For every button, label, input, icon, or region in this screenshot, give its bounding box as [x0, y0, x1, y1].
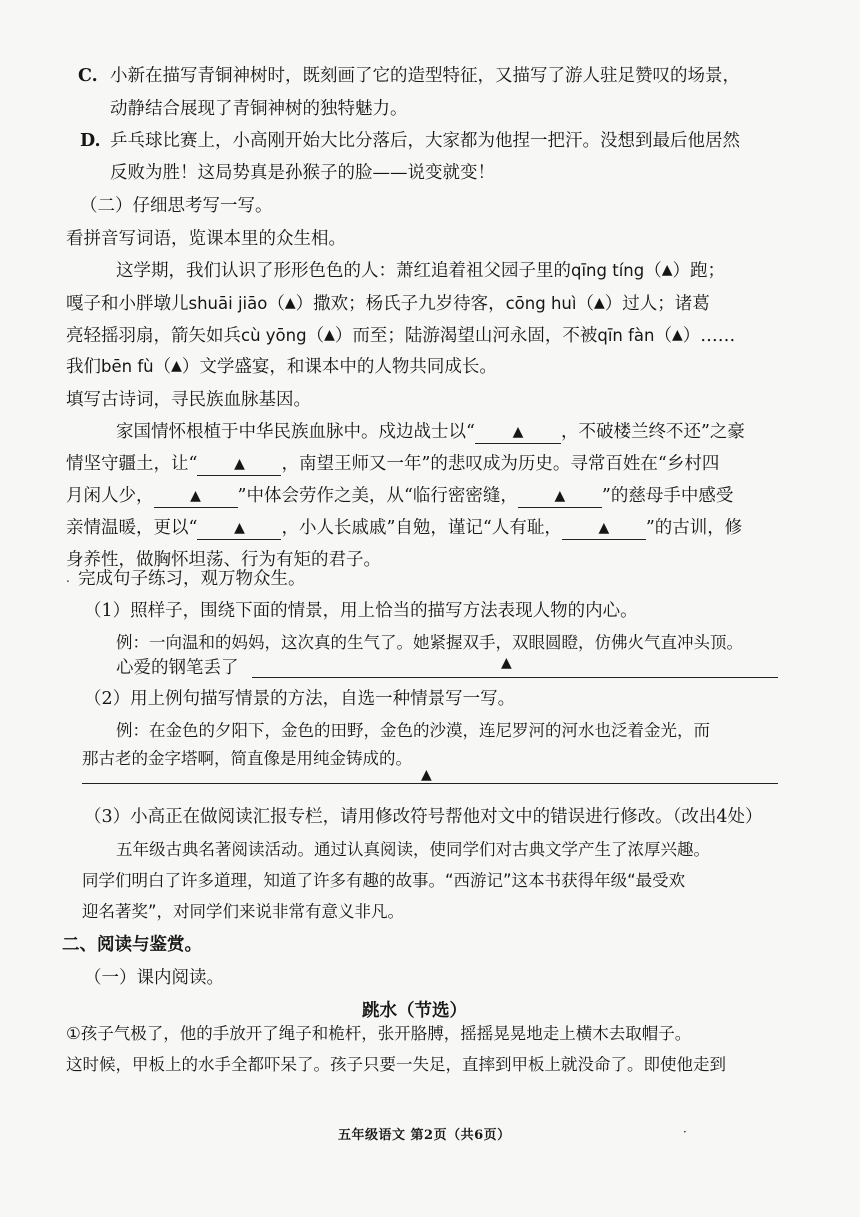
answer-line-q2[interactable] — [82, 783, 778, 784]
answer-slot-1[interactable]: ▲ — [661, 262, 673, 278]
question-2-example-line2: 那古老的金字塔啊，简直像是用纯金铸成的。 — [82, 749, 412, 768]
option-c-label: C. — [78, 66, 98, 86]
answer-marker-q2: ▲ — [421, 767, 432, 783]
option-c-text-line1: 小新在描写青铜神树时，既刻画了它的造型特征，又描写了游人驻足赞叹的场景， — [110, 66, 740, 86]
pinyin-paragraph-line2: 嘎子和小胖墩儿shuāi jiāo（▲）撒欢；杨氏子九岁待客，cōng huì（▲）过人；诸葛 — [66, 294, 710, 314]
poem-paragraph-line4: 亲情温暖，更以“ ▲ ，小人长戚戚”自勉，谨记“人有耻， ▲ ”的古训，修 — [66, 518, 743, 538]
poem-paragraph-line1: 家国情怀根植于中华民族血脉中。戍边战士以“ ▲ ，不破楼兰终不还”之豪 — [116, 422, 745, 442]
answer-slot-3[interactable]: ▲ — [593, 295, 605, 311]
scan-dot: · — [683, 1125, 687, 1139]
poem-paragraph-line3: 月闲人少， ▲ ”中体会劳作之美，从“临行密密缝， ▲ ”的慈母手中感受 — [66, 486, 734, 506]
sentence-task-title: 完成句子练习，观万物众生。 — [78, 569, 306, 589]
pinyin-ben-fu: bēn fù — [101, 357, 154, 376]
poem-paragraph-line2: 情坚守疆土，让“ ▲ ，南望王师又一年”的悲叹成为历史。寻常百姓在“乡村四 — [66, 454, 720, 474]
reading-subheading: （一）课内阅读。 — [84, 968, 224, 988]
answer-slot-2[interactable]: ▲ — [284, 295, 296, 311]
answer-line-q1[interactable] — [252, 677, 778, 678]
poem-blank-1[interactable]: ▲ — [475, 421, 561, 444]
pinyin-task-title: 看拼音写词语，览课本里的众生相。 — [66, 229, 346, 249]
pinyin-qin-fan: qīn fàn — [597, 326, 655, 345]
question-3-text-line3: 迎名著奖”，对同学们来说非常有意义非凡。 — [82, 902, 405, 921]
question-2: （2）用上例句描写情景的方法，自选一种情景写一写。 — [84, 689, 516, 709]
poem-blank-3[interactable]: ▲ — [154, 485, 238, 508]
poem-blank-2[interactable]: ▲ — [197, 453, 281, 476]
passage-para1-line1: ①孩子气极了，他的手放开了绳子和桅杆，张开胳膊，摇摇晃晃地走上横木去取帽子。 — [66, 1024, 692, 1043]
question-3-text-line1: 五年级古典名著阅读活动。通过认真阅读，使同学们对古典文学产生了浓厚兴趣。 — [116, 840, 710, 859]
part-2-heading: 二、阅读与鉴赏。 — [62, 935, 202, 955]
question-3-text-line2: 同学们明白了许多道理，知道了许多有趣的故事。“西游记”这本书获得年级“最受欢 — [82, 871, 686, 890]
passage-title: 跳水（节选） — [362, 1001, 467, 1021]
pinyin-paragraph-line1: 这学期，我们认识了形形色色的人：萧红追着祖父园子里的qīng tíng（▲）跑； — [116, 261, 725, 281]
option-d-label: D. — [80, 131, 101, 151]
poem-task-title: 填写古诗词，寻民族血脉基因。 — [66, 390, 311, 410]
answer-slot-6[interactable]: ▲ — [171, 358, 182, 374]
bullet-dot: . — [66, 571, 70, 585]
poem-blank-5[interactable]: ▲ — [197, 517, 281, 540]
answer-slot-5[interactable]: ▲ — [672, 327, 683, 343]
passage-para1-line2: 这时候，甲板上的水手全都吓呆了。孩子只要一失足，直摔到甲板上就没命了。即使他走到 — [66, 1055, 726, 1074]
pinyin-cong-hui: cōng huì — [505, 294, 577, 313]
pinyin-shuai-jiao: shuāi jiāo — [188, 294, 268, 313]
question-3: （3）小高正在做阅读汇报专栏，请用修改符号帮他对文中的错误进行修改。（改出4处） — [84, 807, 763, 827]
option-d-text-line2: 反败为胜！这局势真是孙猴子的脸——说变就变！ — [110, 163, 495, 183]
question-1: （1）照样子，围绕下面的情景，用上恰当的描写方法表现人物的内心。 — [84, 601, 638, 621]
pinyin-paragraph-line3: 亮轻摇羽扇，箭矢如兵cù yōng（▲）而至；陆游渴望山河永固，不被qīn fàn（▲）…… — [66, 326, 736, 346]
section-heading: （二）仔细思考写一写。 — [80, 196, 273, 216]
pinyin-paragraph-line4: 我们bēn fù（▲）文学盛宴，和课本中的人物共同成长。 — [66, 357, 497, 377]
page-footer: 五年级语文 第2页（共6页） — [338, 1128, 511, 1143]
option-c-text-line2: 动静结合展现了青铜神树的独特魅力。 — [110, 99, 408, 119]
poem-paragraph-line5: 身养性，做胸怀坦荡、行为有矩的君子。 — [66, 550, 381, 570]
pinyin-qing-ting: qīng tíng — [571, 261, 645, 280]
option-d-text-line1: 乒乓球比赛上，小高刚开始大比分落后，大家都为他捏一把汗。没想到最后他居然 — [110, 131, 740, 151]
pinyin-cu-yong: cù yōng — [241, 326, 307, 345]
answer-marker-q1: ▲ — [501, 655, 512, 671]
question-2-example-line1: 例：在金色的夕阳下，金色的田野，金色的沙漠，连尼罗河的河水也泛着金光，而 — [116, 721, 710, 740]
poem-blank-6[interactable]: ▲ — [562, 517, 646, 540]
poem-blank-4[interactable]: ▲ — [518, 485, 602, 508]
question-1-example: 例：一向温和的妈妈，这次真的生气了。她紧握双手，双眼圆瞪，仿佛火气直冲头顶。 — [116, 633, 743, 652]
question-1-prompt: 心爱的钢笔丢了 — [116, 658, 239, 678]
answer-slot-4[interactable]: ▲ — [324, 327, 335, 343]
